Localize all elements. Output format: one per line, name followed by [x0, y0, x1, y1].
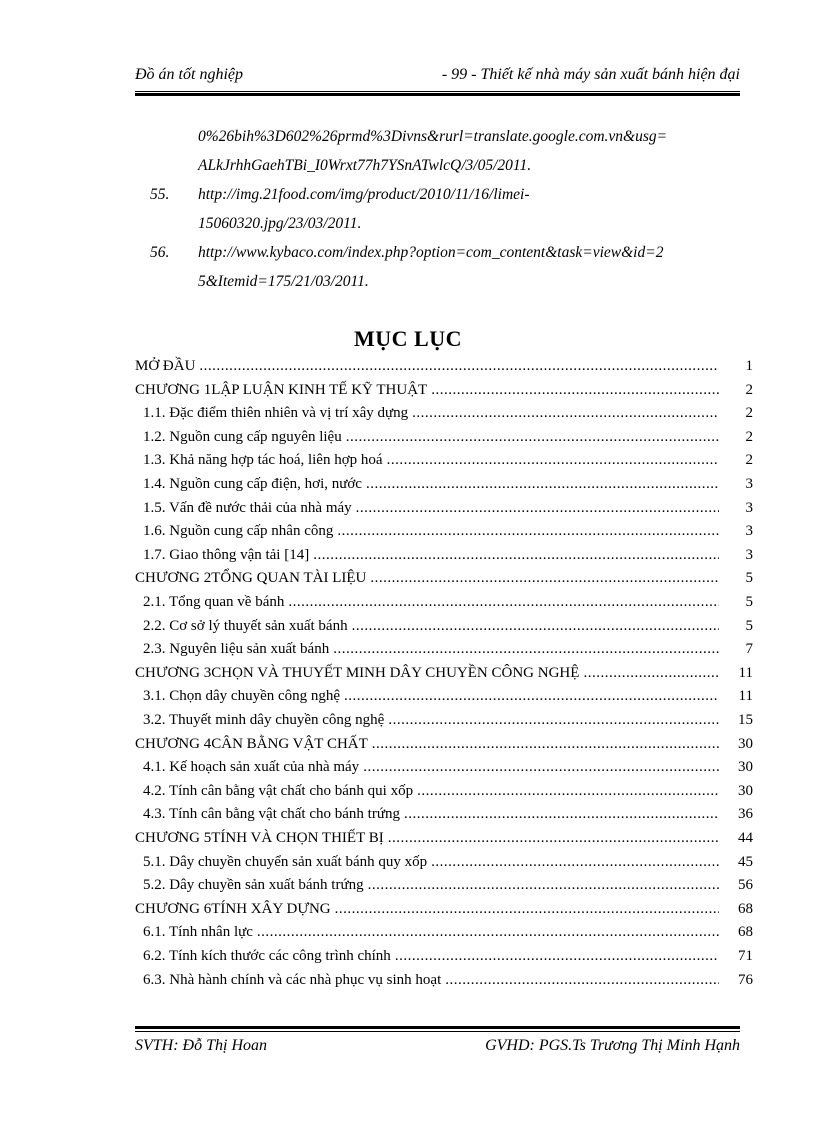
toc-dot-leader — [335, 901, 719, 918]
toc-section-entry[interactable] — [135, 877, 753, 901]
toc-dot-leader — [370, 570, 719, 587]
toc-chapter-entry[interactable] — [135, 570, 753, 594]
toc-chapter-number: CHƯƠNG 1 — [135, 381, 212, 398]
header-rule-thick — [135, 93, 740, 96]
toc-dot-leader — [333, 641, 719, 658]
toc-chapter-entry[interactable] — [135, 901, 753, 925]
toc-section-entry[interactable] — [135, 972, 753, 996]
toc-section-entry[interactable] — [135, 806, 753, 830]
toc-entry-title: CHỌN VÀ THUYẾT MINH DÂY CHUYỀN CÔNG NGHỆ — [211, 664, 580, 681]
toc-page-number: 68 — [738, 900, 753, 917]
toc-chapter-entry[interactable] — [135, 665, 753, 689]
toc-section-entry[interactable] — [135, 854, 753, 878]
toc-section-entry[interactable] — [135, 429, 753, 453]
toc-entry-title: 1.2. Nguồn cung cấp nguyên liệu — [143, 428, 342, 445]
toc-entry-title: 1.5. Vấn đề nước thải của nhà máy — [143, 499, 352, 516]
header-left: Đồ án tốt nghiệp — [135, 66, 243, 83]
toc-entry-title: CÂN BẰNG VẬT CHẤT — [211, 735, 368, 752]
page-footer — [135, 1037, 740, 1059]
footer-rule-thin — [135, 1031, 740, 1032]
reference-line: 15060320.jpg/23/03/2011. — [198, 215, 362, 232]
toc-title: MỤC LỤC — [354, 326, 462, 351]
toc-dot-leader — [346, 429, 719, 446]
toc-page-number: 3 — [745, 523, 753, 540]
toc-chapter-number: CHƯƠNG 3 — [135, 664, 212, 681]
toc-chapter-entry[interactable] — [135, 830, 753, 854]
toc-dot-leader — [387, 452, 719, 469]
toc-chapter-number: CHƯƠNG 2 — [135, 570, 212, 587]
toc-chapter-number: CHƯƠNG 6 — [135, 900, 212, 917]
toc-page-number: 11 — [738, 688, 753, 705]
reference-line: 0%26bih%3D602%26prmd%3Divns&rurl=translate.google.com.vn&usg= — [198, 128, 668, 145]
footer-left: SVTH: Đỗ Thị Hoan — [135, 1037, 268, 1054]
toc-page-number: 2 — [745, 452, 753, 469]
toc-dot-leader — [352, 618, 719, 635]
toc-section-entry[interactable] — [135, 523, 753, 547]
toc-entry-title: 3.2. Thuyết minh dây chuyền công nghệ — [143, 712, 385, 728]
toc-chapter-entry[interactable] — [135, 358, 753, 382]
toc-entry-title: 6.3. Nhà hành chính và các nhà phục vụ sinh hoạt — [143, 971, 442, 988]
toc-page-number: 2 — [745, 428, 753, 445]
toc-page-number: 3 — [745, 546, 753, 563]
page-header — [135, 66, 740, 90]
toc-dot-leader — [372, 736, 719, 753]
toc-section-entry[interactable] — [135, 452, 753, 476]
reference-line: ALkJrhhGaehTBi_I0Wrxt77h7YSnATwlcQ/3/05/2011. — [198, 157, 532, 174]
toc-section-entry[interactable] — [135, 547, 753, 571]
toc-dot-leader — [337, 523, 719, 540]
toc-section-entry[interactable] — [135, 618, 753, 642]
toc-page-number: 76 — [738, 971, 753, 988]
toc-section-entry[interactable] — [135, 476, 753, 500]
toc-entry-title: 1.7. Giao thông vận tải [14] — [143, 546, 310, 563]
toc-page-number: 44 — [738, 830, 753, 846]
toc-section-entry[interactable] — [135, 759, 753, 783]
toc-section-entry[interactable] — [135, 783, 753, 807]
toc-page-number: 7 — [745, 641, 753, 658]
toc-entry-title: TÍNH XÂY DỰNG — [211, 900, 331, 917]
toc-entry-title: LẬP LUẬN KINH TẾ KỸ THUẬT — [211, 381, 428, 398]
toc-entry-title: 1.4. Nguồn cung cấp điện, hơi, nước — [143, 476, 362, 492]
toc-dot-leader — [431, 854, 719, 871]
header-right: - 99 - Thiết kế nhà máy sản xuất bánh hiện đại — [441, 66, 740, 83]
toc-page-number: 36 — [738, 806, 753, 823]
footer-right: GVHD: PGS.Ts Trương Thị Minh Hạnh — [485, 1037, 740, 1054]
toc-dot-leader — [431, 382, 719, 399]
toc-dot-leader — [417, 783, 719, 800]
toc-dot-leader — [199, 358, 719, 375]
toc-entry-title: TỔNG QUAN TÀI LIỆU — [211, 570, 367, 587]
toc-entry-title: 1.1. Đặc điểm thiên nhiên và vị trí xây dựng — [143, 405, 409, 422]
toc-entry-title: 6.1. Tính nhân lực — [143, 924, 253, 941]
toc-entry-title: 4.3. Tính cân bằng vật chất cho bánh trứng — [143, 806, 400, 823]
toc-entry-title: 4.1. Kế hoạch sản xuất của nhà máy — [143, 759, 360, 776]
toc-section-entry[interactable] — [135, 405, 753, 429]
toc-chapter-entry[interactable] — [135, 736, 753, 760]
toc-section-entry[interactable] — [135, 688, 753, 712]
toc-entry-title: 5.1. Dây chuyền chuyển sản xuất bánh quy xốp — [143, 853, 428, 870]
toc-entry-title: TÍNH VÀ CHỌN THIẾT BỊ — [211, 830, 384, 846]
toc-page-number: 56 — [738, 877, 753, 894]
toc-dot-leader — [257, 924, 719, 941]
toc-entry-title: 4.2. Tính cân bằng vật chất cho bánh qui xốp — [143, 782, 414, 799]
toc-dot-leader — [395, 948, 719, 965]
toc-dot-leader — [445, 972, 719, 989]
toc-dot-leader — [583, 665, 719, 682]
toc-page-number: 3 — [745, 476, 753, 492]
toc-entry-title: 1.3. Khả năng hợp tác hoá, liên hợp hoá — [143, 452, 383, 469]
toc-dot-leader — [356, 500, 719, 517]
toc-page-number: 5 — [745, 617, 753, 634]
footer-rule-thick — [135, 1026, 740, 1029]
toc-page-number: 2 — [745, 405, 753, 422]
toc-section-entry[interactable] — [135, 712, 753, 736]
toc-dot-leader — [288, 594, 719, 611]
toc-dot-leader — [363, 759, 719, 776]
toc-page-number: 5 — [745, 594, 753, 610]
toc-dot-leader — [368, 877, 719, 894]
reference-number: 56. — [150, 244, 170, 261]
toc-section-entry[interactable] — [135, 500, 753, 524]
toc-dot-leader — [404, 806, 719, 823]
toc-page-number: 71 — [738, 948, 753, 964]
toc-chapter-entry[interactable] — [135, 382, 753, 406]
toc-entry-title: 3.1. Chọn dây chuyền công nghệ — [143, 688, 341, 705]
toc-entry-title: 2.3. Nguyên liệu sản xuất bánh — [143, 641, 330, 658]
toc-dot-leader — [313, 547, 719, 564]
toc-entry-title: 6.2. Tính kích thước các công trình chính — [143, 948, 391, 964]
reference-line: 5&Itemid=175/21/03/2011. — [198, 273, 369, 290]
toc-page-number: 45 — [738, 853, 753, 870]
reference-line: http://img.21food.com/img/product/2010/11/16/limei- — [198, 186, 530, 203]
toc-entry-title: MỞ ĐẦU — [135, 358, 196, 374]
toc-dot-leader — [388, 712, 719, 729]
toc-dot-leader — [388, 830, 719, 847]
toc-page-number: 30 — [738, 735, 753, 752]
toc-dot-leader — [412, 405, 719, 422]
toc-entry-title: 5.2. Dây chuyền sản xuất bánh trứng — [143, 877, 364, 894]
reference-number: 55. — [150, 186, 170, 203]
toc-section-entry[interactable] — [135, 924, 753, 948]
toc-entry-title: 2.2. Cơ sở lý thuyết sản xuất bánh — [143, 617, 348, 634]
toc-page-number: 3 — [745, 499, 753, 516]
toc-page-number: 11 — [738, 664, 753, 681]
toc-entry-title: 2.1. Tổng quan về bánh — [143, 594, 285, 610]
toc-section-entry[interactable] — [135, 594, 753, 618]
toc-page-number: 68 — [738, 924, 753, 941]
header-rule-thin — [135, 91, 740, 92]
toc-chapter-number: CHƯƠNG 4 — [135, 735, 212, 752]
toc-chapter-number: CHƯƠNG 5 — [135, 830, 212, 846]
toc-page-number: 30 — [738, 759, 753, 776]
toc-dot-leader — [344, 688, 719, 705]
toc-section-entry[interactable] — [135, 948, 753, 972]
toc-dot-leader — [366, 476, 719, 493]
toc-entry-title: 1.6. Nguồn cung cấp nhân công — [143, 523, 334, 540]
reference-line: http://www.kybaco.com/index.php?option=com_content&task=view&id=2 — [198, 244, 664, 261]
toc-section-entry[interactable] — [135, 641, 753, 665]
toc-page-number: 30 — [738, 782, 753, 799]
toc-page-number: 1 — [745, 358, 753, 374]
toc-page-number: 15 — [738, 712, 753, 728]
toc-page-number: 5 — [745, 570, 753, 587]
toc-page-number: 2 — [745, 381, 753, 398]
